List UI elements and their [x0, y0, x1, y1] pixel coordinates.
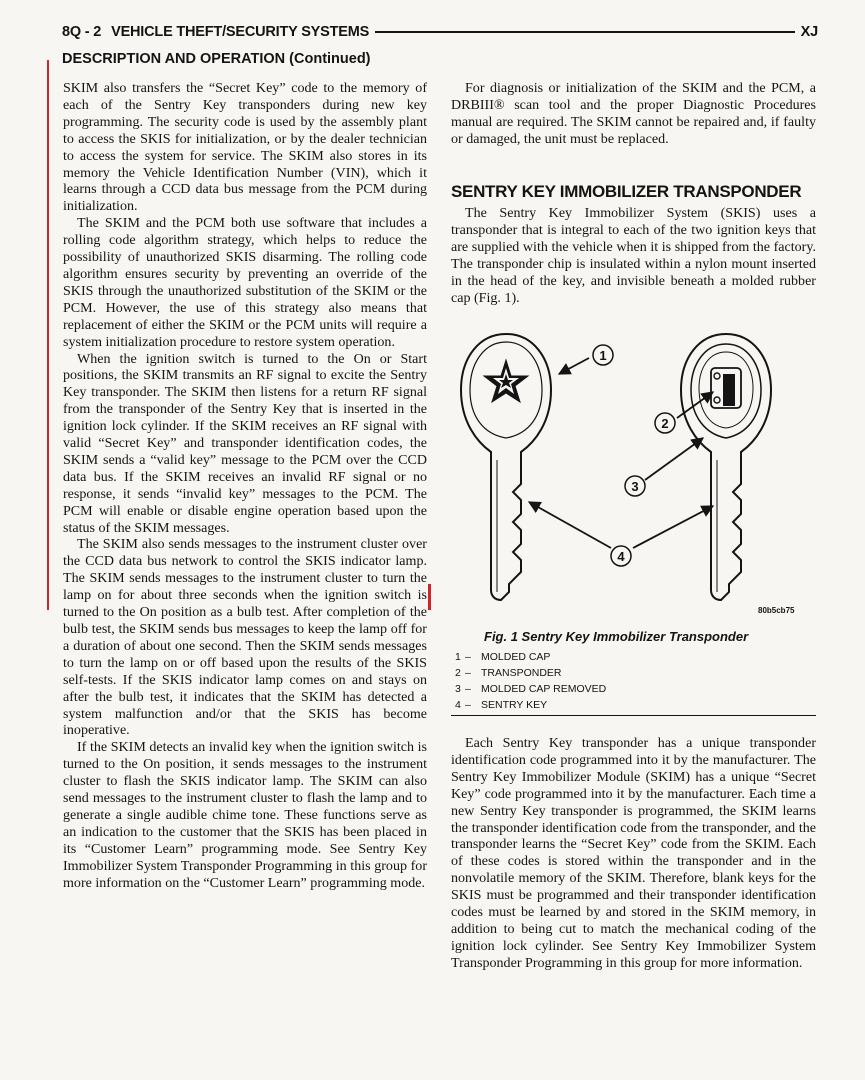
legend-label: SENTRY KEY [481, 699, 548, 711]
figure-legend [455, 649, 606, 713]
legend-label: MOLDED CAP REMOVED [481, 683, 607, 695]
right-column-section [451, 205, 816, 306]
legend-dash: – [465, 683, 471, 695]
subheading: DESCRIPTION AND OPERATION (Continued) [62, 51, 371, 67]
legend-rule [451, 715, 816, 716]
legend-item [455, 681, 606, 697]
callout-label: 3 [631, 479, 639, 494]
legend-label: MOLDED CAP [481, 651, 551, 663]
page-header [62, 22, 818, 42]
section-title: VEHICLE THEFT/SECURITY SYSTEMS [111, 24, 370, 40]
paragraph: When the ignition switch is turned to the On or Start positions, the SKIM transmits an RF signal to excite the Sentry Key transponder. The SKIM then listens for a return RF signal from the transponder of the Sentry Key that is inserted in the ignition lock cylinder. If the SKIM receives an RF signal with valid “Secret Key” and transponder identification codes, the SKIM sends a “valid key” message to the PCM over the CCD data bus. If the SKIM receives an invalid RF signal or no response, it sends “invalid key” messages to the PCM. The PCM will enable or disable engine operation based upon the status of the SKIM messages. [63, 350, 427, 536]
paragraph: The SKIM and the PCM both use software that includes a rolling code algorithm strategy, which helps to reduce the possibility of unauthorized SKIS disarming. The rolling code algorithm ensures security by preventing an override of the SKIS through the unauthorized substitution of the SKIM or the PCM. However, the use of this strategy also means that replacement of either the SKIM or the PCM units will require a system initialization procedure to restore system operation. [63, 215, 427, 350]
callout-3 [625, 438, 703, 496]
legend-number: 1 [455, 651, 461, 663]
right-column-intro [451, 80, 816, 148]
paragraph: If the SKIM detects an invalid key when the ignition switch is turned to the On position, it sends messages to the instrument cluster to flash the SKIS indicator lamp. The SKIM can also send messages to the instrument cluster to flash the lamp and to generate a single audible chime tone. These functions serve as an indication to the customer that the SKIS has been placed in its “Customer Learn” programming mode. See Sentry Key Immobilizer System Transponder Programming in this group for more information on the “Customer Learn” programming mode. [63, 739, 427, 891]
figure-title: Fig. 1 Sentry Key Immobilizer Transponder [484, 629, 749, 644]
figure-code: 80b5cb75 [758, 606, 795, 615]
legend-dash: – [465, 651, 471, 663]
header-rule [375, 31, 795, 33]
legend-item [455, 665, 606, 681]
paragraph: Each Sentry Key transponder has a unique transponder identification code programmed into it by the manufacturer. The Sentry Key Immobilizer Module (SKIM) has a unique “Secret Key” code programmed into it by the manufacturer. Each time a new Sentry Key transponder is programmed, the SKIM learns the transponder identification code from the transponder, and the transponder learns the “Secret Key” code from the SKIM. Each of these codes is stored within the transponder and in the nonvolatile memory of the SKIM. Therefore, blank keys for the SKIS must be programmed and their transponder identification codes must be learned by and stored in the SKIM memory, in addition to being cut to match the mechanical coding of the ignition lock cylinder. See Sentry Key Immobilizer System Transponder Programming in this group for more information. [451, 735, 816, 971]
paragraph: SKIM also transfers the “Secret Key” code to the memory of each of the Sentry Key transponders during new key programming. The security code is used by the assembly plant to access the SKIS for initialization, or by the dealer technician to access the system for service. The SKIM also stores in its memory the Vehicle Identification Number (VIN), which it learns through a CCD data bus message from the PCM during initialization. [63, 80, 427, 215]
legend-number: 3 [455, 683, 461, 695]
model-code: XJ [800, 24, 818, 40]
key-figure [451, 330, 816, 620]
revision-mark-left [47, 60, 49, 610]
callout-label: 1 [599, 348, 607, 363]
legend-item [455, 697, 606, 713]
legend-dash: – [465, 699, 471, 711]
key-cap-removed [681, 334, 771, 600]
paragraph: For diagnosis or initialization of the SKIM and the PCM, a DRBIII® scan tool and the proper Diagnostic Procedures manual are required. The SKIM cannot be repaired and, if faulty or damaged, the unit must be replaced. [451, 80, 816, 147]
callout-4 [529, 502, 713, 566]
callout-label: 4 [617, 549, 625, 564]
page-number: 8Q - 2 [62, 24, 102, 40]
legend-item [455, 649, 606, 665]
left-column [63, 80, 427, 892]
right-column-closing [451, 735, 816, 972]
legend-dash: – [465, 667, 471, 679]
legend-number: 2 [455, 667, 461, 679]
section-heading: SENTRY KEY IMMOBILIZER TRANSPONDER [451, 182, 802, 201]
key-illustration [451, 330, 816, 620]
key-with-cap [461, 334, 551, 600]
callout-label: 2 [661, 416, 669, 431]
revision-mark-right [428, 584, 431, 610]
legend-number: 4 [455, 699, 461, 711]
paragraph: The SKIM also sends messages to the instrument cluster over the CCD data bus network to control the SKIS indicator lamp. The SKIM sends messages to the instrument cluster to turn the lamp on for about three seconds when the ignition switch is turned to the On position as a bulb test. After completion of the bulb test, the SKIM sends bus messages to keep the lamp off for a duration of about one second. Then the SKIM sends messages to turn the lamp on or off based upon the results of the SKIS self-tests. If the SKIS indicator lamp comes on and stays on after the bulb test, it indicates that the SKIM has detected a system malfunction and/or that the SKIS has become inoperative. [63, 536, 427, 739]
callout-1 [559, 345, 613, 374]
paragraph: The Sentry Key Immobilizer System (SKIS) uses a transponder that is integral to each of the two ignition keys that are supplied with the vehicle when it is shipped from the factory. The transponder chip is insulated within a nylon mount inserted in the head of the key, and invisible beneath a molded rubber cap (Fig. 1). [451, 205, 816, 306]
legend-label: TRANSPONDER [481, 667, 562, 679]
